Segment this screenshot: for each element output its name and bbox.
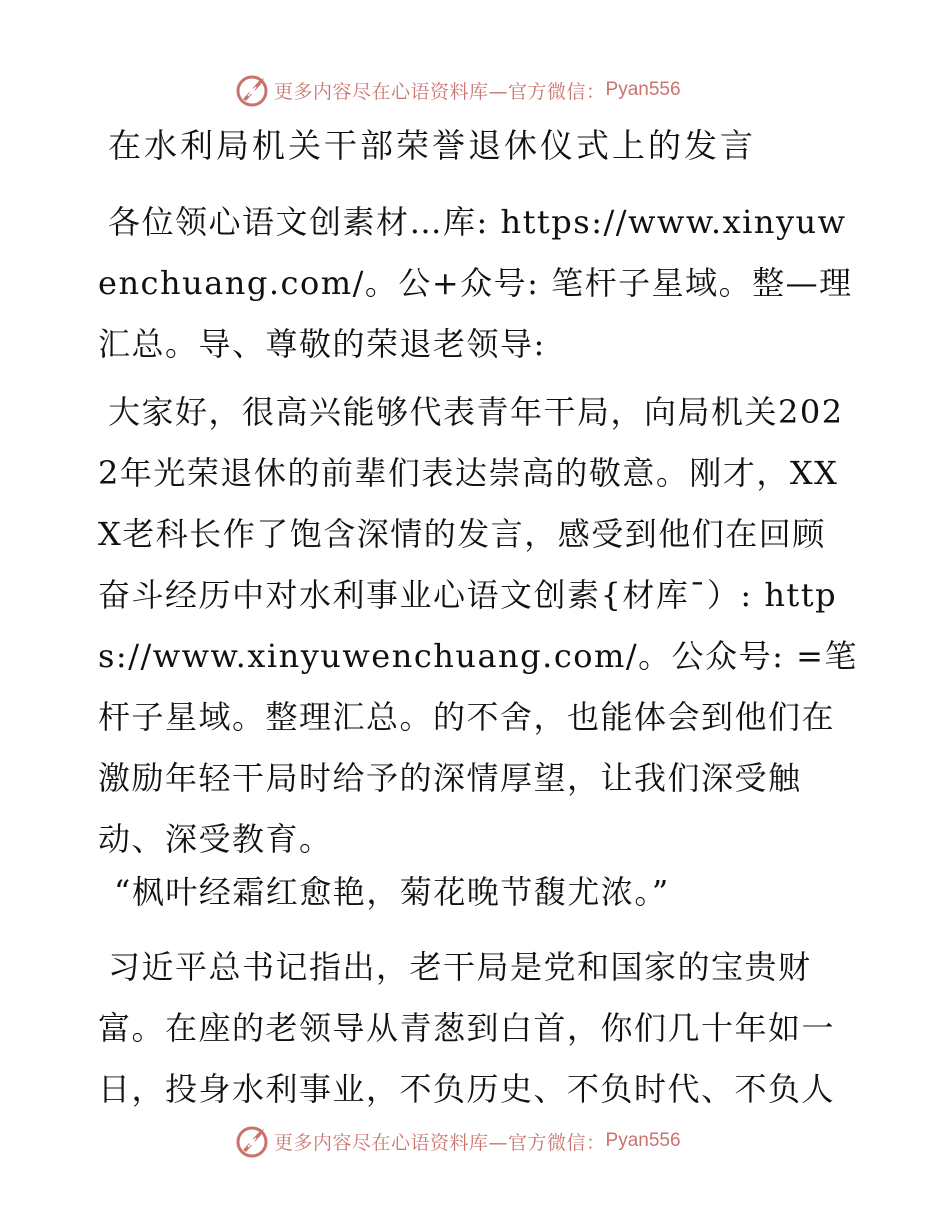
banner-text: 更多内容尽在心语资料库—官方微信： bbox=[274, 80, 606, 103]
quill-pen-logo-icon bbox=[234, 72, 270, 108]
quill-pen-logo-icon bbox=[234, 1123, 270, 1159]
paragraph-body: 习近平总书记指出，老干局是党和国家的宝贵财富。在座的老领导从青葱到白首，你们几十年如一日，投身水利事业，不负历史、不负时代、不负人 bbox=[98, 948, 836, 1108]
banner-text: 更多内容尽在心语资料库—官方微信： bbox=[274, 1131, 606, 1154]
paragraph-salutation: 各位领心语文创素材…库: https://www.xinyuwenchuang.com/。公+众号: 笔杆子星域。整—理汇总。导、尊敬的荣退老领导: bbox=[98, 203, 853, 363]
document-title: 在水利局机关干部荣誉退休仪式上的发言 bbox=[108, 126, 756, 165]
banner-wechat-id: Pyan556 bbox=[605, 79, 681, 100]
paragraph-quote: “枫叶经霜红愈艳，菊花晚节馥尤浓。” bbox=[114, 873, 670, 911]
footer-watermark-banner bbox=[234, 1121, 681, 1161]
paragraph-greeting: 大家好，很高兴能够代表青年干局，向局机关2022年光荣退休的前辈们表达崇高的敬意。刚才，XXX老科长作了饱含深情的发言，感受到他们在回顾奋斗经历中对水利事业心语文创素{材库¯）: https://www.xinyuwenchuang.com/。公众号: =笔杆子星域。整理汇总。的不舍，也能体会到他们在激励年轻干局时给予的深情厚望，让我们深受触动、深受教育。 bbox=[98, 393, 858, 858]
banner-wechat-id: Pyan556 bbox=[605, 1130, 681, 1151]
header-watermark-banner bbox=[234, 70, 681, 110]
